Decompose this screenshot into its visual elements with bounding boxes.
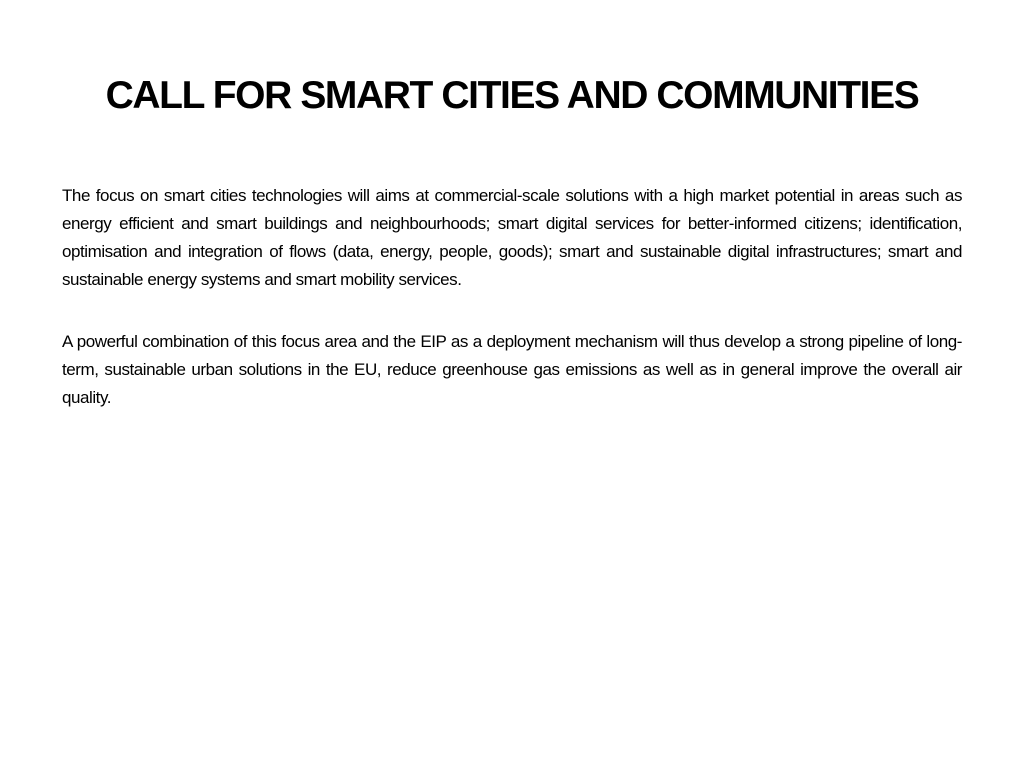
slide-body	[62, 182, 962, 446]
body-paragraph-eip-combination: A powerful combination of this focus area and the EIP as a deployment mechanism will thus develop a strong pipeline of long-term, sustainable urban solutions in the EU, reduce greenhouse gas emissions as well as in general improve the overall air quality.	[62, 332, 962, 407]
slide-title: CALL FOR SMART CITIES AND COMMUNITIES	[105, 74, 919, 117]
body-paragraph-smart-cities-focus: The focus on smart cities technologies will aims at commercial-scale solutions with a high market potential in areas such as energy efficient and smart buildings and neighbourhoods; smart digital services for better-informed citizens; identification, optimisation and integration of flows (data, energy, people, goods); smart and sustainable digital infrastructures; smart and sustainable energy systems and smart mobility services.	[62, 186, 962, 289]
